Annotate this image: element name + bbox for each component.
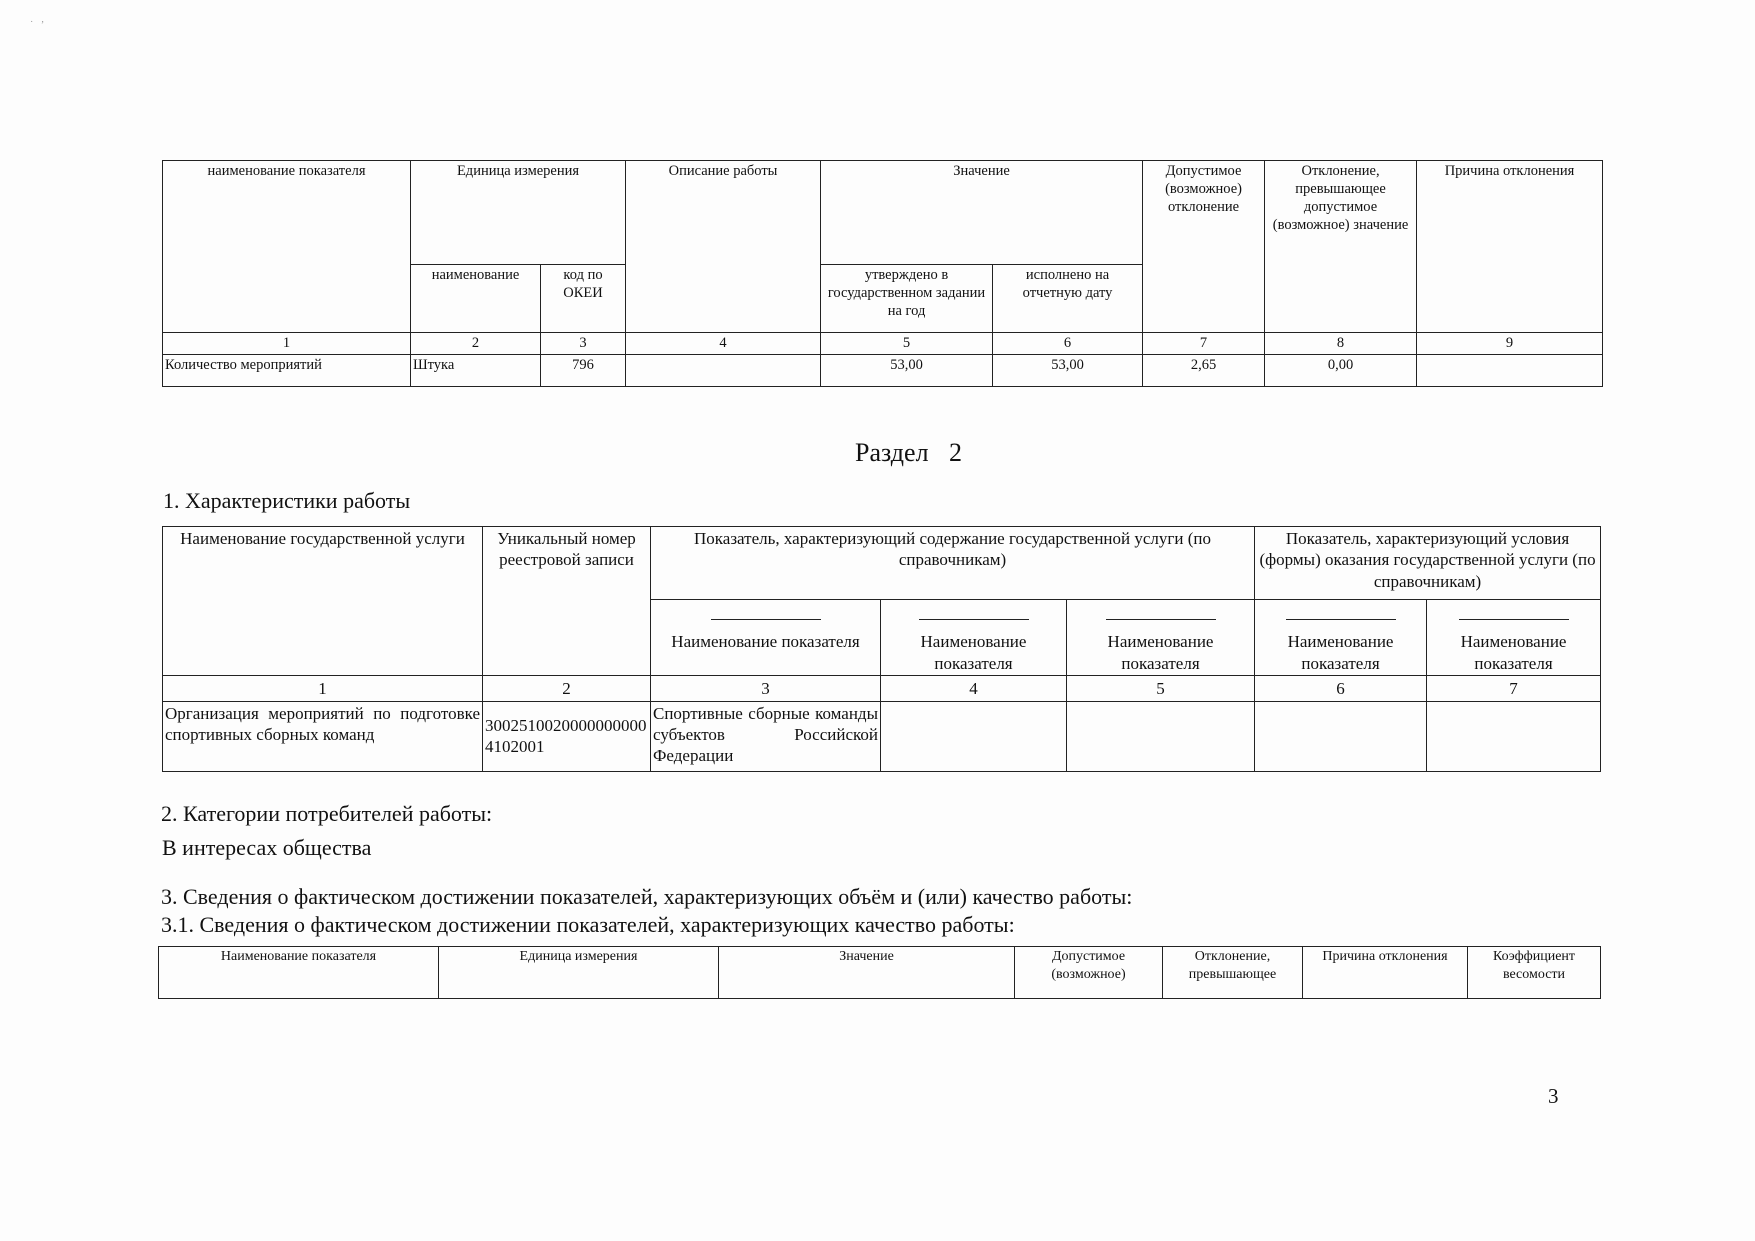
blank-line <box>1106 619 1216 620</box>
cell-description <box>626 355 821 387</box>
cell-empty <box>1067 701 1255 771</box>
header-deviation-reason: Причина отклонения <box>1303 947 1468 999</box>
column-number: 7 <box>1427 675 1601 701</box>
column-number: 8 <box>1265 333 1417 355</box>
heading-quality-indicators: 3.1. Сведения о фактическом достижении показателей, характеризующих качество работы: <box>161 912 1015 937</box>
header-value: Значение <box>719 947 1015 999</box>
cell-approved: 53,00 <box>821 355 993 387</box>
quality-indicators-table <box>158 946 1601 999</box>
header-allowed-deviation: Допустимое (возможное) отклонение <box>1143 161 1265 333</box>
header-indicator-name: Наименование показателя <box>159 947 439 999</box>
cell-empty <box>881 701 1067 771</box>
header-sub-indicator <box>651 600 881 676</box>
header-work-description: Описание работы <box>626 161 821 333</box>
header-unit-okei: код по ОКЕИ <box>541 265 626 333</box>
header-excess-deviation: Отклонение, превышающее допустимое (возможное) значение <box>1265 161 1417 333</box>
column-number: 1 <box>163 333 411 355</box>
column-number: 3 <box>541 333 626 355</box>
header-deviation-reason: Причина отклонения <box>1417 161 1603 333</box>
header-sub-indicator <box>1255 600 1427 676</box>
blank-line <box>1459 619 1569 620</box>
sub-indicator-label: Наименование показателя <box>1287 632 1394 673</box>
scan-specks: ˙ ʼ <box>30 20 45 31</box>
header-indicator-name: наименование показателя <box>163 161 411 333</box>
indicators-table <box>162 160 1603 387</box>
cell-excess-deviation: 0,00 <box>1265 355 1417 387</box>
heading-work-characteristics: 1. Характеристики работы <box>163 488 411 513</box>
column-number: 6 <box>1255 675 1427 701</box>
sub-indicator-label: Наименование показателя <box>1107 632 1214 673</box>
header-value: Значение <box>821 161 1143 265</box>
cell-indicator: Количество мероприятий <box>163 355 411 387</box>
cell-content: Спортивные сборные команды субъектов Российской Федерации <box>651 701 881 771</box>
blank-line <box>919 619 1029 620</box>
column-number: 7 <box>1143 333 1265 355</box>
cell-unit-name: Штука <box>411 355 541 387</box>
column-number: 5 <box>821 333 993 355</box>
column-number: 4 <box>881 675 1067 701</box>
sub-indicator-label: Наименование показателя <box>671 632 860 652</box>
cell-registry: 30025100200000000004102001 <box>483 701 651 771</box>
header-sub-indicator <box>1427 600 1601 676</box>
header-sub-indicator <box>881 600 1067 676</box>
cell-executed: 53,00 <box>993 355 1143 387</box>
header-weight-coefficient: Коэффициент весомости <box>1468 947 1601 999</box>
header-registry-number: Уникальный номер реестровой записи <box>483 527 651 676</box>
header-content-indicator: Показатель, характеризующий содержание государственной услуги (по справочникам) <box>651 527 1255 600</box>
heading-actual-achievement: 3. Сведения о фактическом достижении показателей, характеризующих объём и (или) качество работы: <box>161 884 1133 909</box>
column-number: 2 <box>411 333 541 355</box>
column-number: 5 <box>1067 675 1255 701</box>
blank-line <box>1286 619 1396 620</box>
cell-reason <box>1417 355 1603 387</box>
sub-indicator-label: Наименование показателя <box>1460 632 1567 673</box>
header-conditions-indicator: Показатель, характеризующий условия (формы) оказания государственной услуги (по справочникам) <box>1255 527 1601 600</box>
column-number: 2 <box>483 675 651 701</box>
cell-okei: 796 <box>541 355 626 387</box>
cell-empty <box>1255 701 1427 771</box>
header-service-name: Наименование государственной услуги <box>163 527 483 676</box>
header-allowed-deviation: Допустимое (возможное) <box>1015 947 1163 999</box>
cell-service: Организация мероприятий по подготовке спортивных сборных команд <box>163 701 483 771</box>
consumer-category-value: В интересах общества <box>162 835 372 860</box>
header-unit: Единица измерения <box>411 161 626 265</box>
heading-consumer-categories: 2. Категории потребителей работы: <box>161 801 493 826</box>
work-characteristics-table <box>162 526 1601 772</box>
column-number: 9 <box>1417 333 1603 355</box>
header-unit-name: наименование <box>411 265 541 333</box>
section-title: Раздел 2 <box>855 438 963 467</box>
cell-empty <box>1427 701 1601 771</box>
column-number: 6 <box>993 333 1143 355</box>
column-number: 4 <box>626 333 821 355</box>
header-unit: Единица измерения <box>439 947 719 999</box>
header-excess-deviation: Отклонение, превышающее <box>1163 947 1303 999</box>
cell-allowed-deviation: 2,65 <box>1143 355 1265 387</box>
blank-line <box>711 619 821 620</box>
page-number: 3 <box>1548 1084 1559 1108</box>
column-number: 3 <box>651 675 881 701</box>
sub-indicator-label: Наименование показателя <box>920 632 1027 673</box>
header-sub-indicator <box>1067 600 1255 676</box>
header-approved: утверждено в государственном задании на год <box>821 265 993 333</box>
column-number: 1 <box>163 675 483 701</box>
header-executed: исполнено на отчетную дату <box>993 265 1143 333</box>
